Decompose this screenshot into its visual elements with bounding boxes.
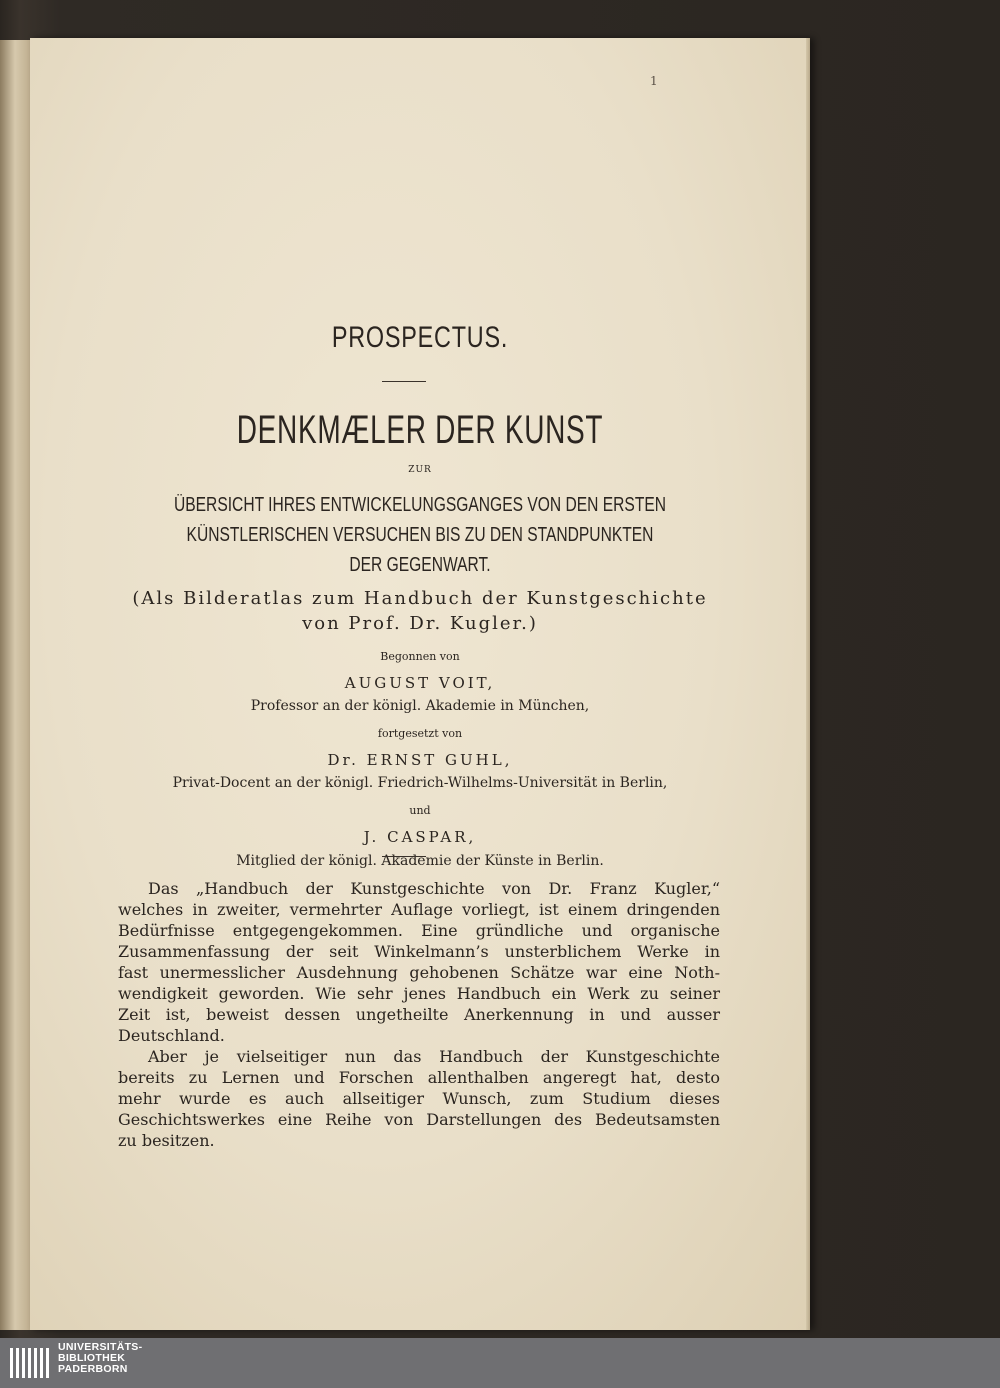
author-affiliation: Mitglied der königl. Akademie der Künste in Berlin. [236,853,604,869]
paragraph [118,878,720,1046]
page-heading: PROSPECTUS. [331,321,509,354]
subtitle-line: ÜBERSICHT IHRES ENTWICKELUNGSGANGES VON DEN ERSTEN [173,494,667,516]
library-name-line: UNIVERSITÄTS- [58,1341,143,1353]
page-title: DENKMÆLER DER KUNST [236,408,604,452]
author-name: Dr. ERNST GUHL, [327,751,513,769]
author-name: J. CASPAR, [363,828,477,846]
atlas-line: von Prof. Dr. Kugler.) [302,613,538,634]
book-page [30,38,810,1330]
library-footer [0,1338,1000,1388]
page-mark: 1 [650,74,658,88]
divider-rule [382,381,426,382]
author-affiliation: Privat-Docent an der königl. Friedrich-Wilhelms-Universität in Berlin, [172,775,668,791]
text-line: fast unermesslicher Ausdehnung gehobenen Schätze war eine Noth- [118,963,720,982]
text-line: zu besitzen. [118,1131,215,1150]
subtitle-connector: ZUR [408,465,432,475]
library-name-line: PADERBORN [58,1363,128,1375]
text-line: wendigkeit geworden. Wie sehr jenes Handbuch ein Werk zu seiner [118,984,720,1003]
text-line: Geschichtswerkes eine Reihe von Darstellungen des Bedeutsamsten [118,1110,720,1129]
body-text [118,878,720,1151]
divider-rule [382,856,426,857]
library-name [58,1342,142,1375]
credit-label: fortgesetzt von [377,727,463,740]
author-name: AUGUST VOIT, [344,674,496,692]
subtitle-line: KÜNSTLERISCHEN VERSUCHEN BIS ZU DEN STANDPUNKTEN [186,524,654,546]
text-line: Bedürfnisse entgegengekommen. Eine gründliche und organische [118,921,720,940]
paragraph [118,1046,720,1151]
atlas-line: (Als Bilderatlas zum Handbuch der Kunstgeschichte [132,588,708,609]
text-line: Das „Handbuch der Kunstgeschichte von Dr. Franz Kugler,“ [148,879,720,898]
text-line: bereits zu Lernen und Forschen allenthalben angeregt hat, desto [118,1068,720,1087]
text-line: Zusammenfassung der seit Winkelmann’s unsterblichem Werke in [118,942,720,961]
author-affiliation: Professor an der königl. Akademie in München, [250,698,590,714]
left-page-edge [0,40,30,1330]
text-line: Deutschland. [118,1026,225,1045]
subtitle-line: DER GEGENWART. [349,554,491,576]
text-line: welches in zweiter, vermehrter Auflage vorliegt, ist einem dringenden [118,900,720,919]
library-logo-icon [10,1344,52,1382]
credit-label: Begonnen von [380,650,460,663]
text-line: Zeit ist, beweist dessen ungetheilte Anerkennung in und ausser [118,1005,720,1024]
text-line: mehr wurde es auch allseitiger Wunsch, zum Studium dieses [118,1089,720,1108]
credit-label: und [409,804,431,817]
text-line: Aber je vielseitiger nun das Handbuch der Kunstgeschichte [148,1047,720,1066]
library-name-line: BIBLIOTHEK [58,1352,126,1364]
